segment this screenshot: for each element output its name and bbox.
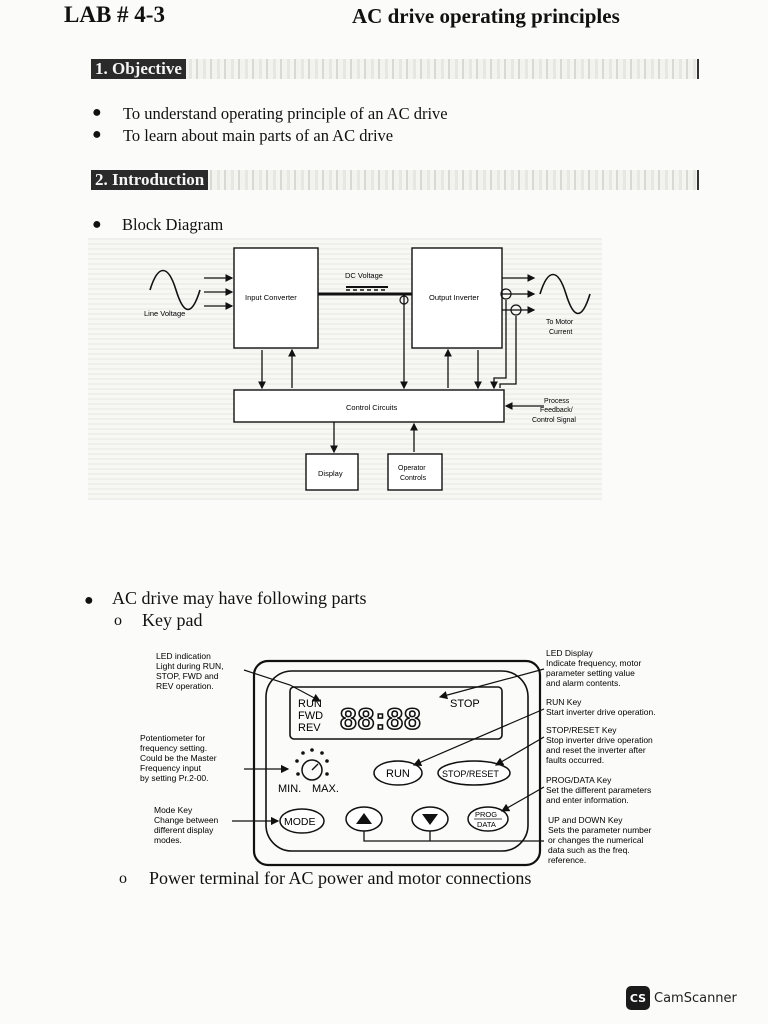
parts-intro: AC drive may have following parts — [112, 588, 367, 608]
mode-key-line-2: Change between — [154, 815, 219, 825]
line-voltage-label: Line Voltage — [144, 309, 186, 318]
run-key-line-1: RUN Key — [546, 697, 582, 707]
input-converter-label: Input Converter — [245, 293, 297, 302]
prog-key-line-2: Set the different parameters — [546, 785, 652, 795]
block-diagram-svg — [88, 238, 602, 500]
stop-key-line-3: and reset the inverter after — [546, 745, 646, 755]
updown-line-1: UP and DOWN Key — [548, 815, 623, 825]
keypad-svg — [140, 645, 685, 867]
objective-item-2: To learn about main parts of an AC drive — [123, 126, 394, 145]
bullet-icon: ● — [92, 126, 102, 143]
control-circuits-label: Control Circuits — [346, 403, 398, 412]
led-indication-line-3: STOP, FWD and — [156, 671, 219, 681]
dc-voltage-label: DC Voltage — [345, 271, 383, 280]
controls-label: Controls — [400, 475, 427, 482]
updown-line-2: Sets the parameter number — [548, 825, 652, 835]
updown-line-3: or changes the numerical — [548, 835, 644, 845]
mode-key-line-1: Mode Key — [154, 805, 193, 815]
page-title: AC drive operating principles — [352, 4, 620, 28]
led-display-line-3: parameter setting value — [546, 668, 635, 678]
prog-label: PROG — [475, 810, 498, 819]
block-diagram — [88, 238, 602, 500]
max-label: MAX. — [312, 783, 339, 795]
stop-key-line-1: STOP/RESET Key — [546, 725, 617, 735]
keypad-label: Key pad — [142, 610, 203, 630]
led-display-line-4: and alarm contents. — [546, 678, 621, 688]
mode-key-line-4: modes. — [154, 835, 182, 845]
prog-key-line-1: PROG/DATA Key — [546, 775, 612, 785]
seven-segment-digits: 88:88 — [340, 703, 422, 736]
status-rev: REV — [298, 722, 321, 734]
led-display-line-1: LED Display — [546, 648, 593, 658]
stop-reset-button[interactable] — [438, 761, 510, 785]
camscanner-watermark — [626, 986, 737, 1010]
current-label: Current — [549, 329, 573, 336]
introduction-section-bar — [91, 170, 699, 190]
process-label: Process — [544, 398, 570, 405]
stop-reset-button-label: STOP/RESET — [442, 769, 499, 779]
to-motor-label: To Motor — [546, 319, 574, 326]
stop-key-line-4: faults occurred. — [546, 755, 605, 765]
objective-section-bar — [91, 59, 699, 79]
camscanner-logo-icon: CS — [626, 986, 650, 1010]
display-label: Display — [318, 469, 343, 478]
introduction-heading: 2. Introduction — [91, 170, 208, 190]
stop-key-line-2: Stop inverter drive operation — [546, 735, 653, 745]
potentiometer-line-2: frequency setting. — [140, 743, 208, 753]
bullet-icon: ● — [92, 216, 102, 233]
camscanner-text: CamScanner — [654, 990, 737, 1006]
sub-bullet-icon: o — [114, 612, 122, 629]
run-key-note — [546, 697, 656, 717]
mode-key-line-3: different display — [154, 825, 214, 835]
line-voltage-sine-icon — [150, 271, 200, 310]
prog-key-line-3: and enter information. — [546, 795, 629, 805]
sub-bullet-icon: o — [119, 870, 127, 887]
motor-sine-icon — [540, 275, 590, 314]
keypad-diagram — [140, 645, 685, 867]
mode-button[interactable] — [280, 809, 324, 833]
potentiometer-line-5: by setting Pr.2-00. — [140, 773, 209, 783]
bullet-icon: ● — [92, 104, 102, 121]
bullet-icon: ● — [84, 592, 94, 609]
led-indication-note — [156, 651, 224, 691]
block-diagram-label: Block Diagram — [122, 215, 224, 234]
potentiometer-line-4: Frequency input — [140, 763, 201, 773]
led-display-note — [546, 648, 641, 688]
operator-label: Operator — [398, 465, 426, 472]
mode-button-label: MODE — [284, 816, 316, 828]
status-stop: STOP — [450, 698, 480, 710]
potentiometer-note — [140, 733, 217, 783]
status-run: RUN — [298, 698, 322, 710]
min-label: MIN. — [278, 783, 302, 795]
operator-controls-block — [388, 454, 442, 490]
updown-line-5: reference. — [548, 855, 587, 865]
led-indication-line-1: LED indication — [156, 651, 211, 661]
status-fwd: FWD — [298, 710, 324, 722]
led-display-line-2: Indicate frequency, motor — [546, 658, 642, 668]
updown-line-4: data such as the freq. — [548, 845, 630, 855]
lab-number: LAB # 4-3 — [64, 2, 165, 27]
objective-heading: 1. Objective — [91, 59, 186, 79]
prog-data-key-note — [546, 775, 651, 805]
objective-item-1: To understand operating principle of an AC drive — [123, 104, 448, 123]
led-indication-line-4: REV operation. — [156, 681, 214, 691]
stop-reset-key-note — [546, 725, 653, 765]
mode-key-note — [154, 805, 219, 845]
led-indication-line-2: Light during RUN, — [156, 661, 224, 671]
up-down-key-note — [548, 815, 652, 865]
potentiometer-line-3: Could be the Master — [140, 753, 217, 763]
potentiometer-line-1: Potentiometer for — [140, 733, 206, 743]
control-signal-label: Control Signal — [532, 417, 576, 424]
run-button-label: RUN — [386, 768, 410, 780]
down-button[interactable] — [412, 807, 448, 831]
output-inverter-label: Output Inverter — [429, 293, 480, 302]
feedback-label: Feedback/ — [540, 407, 573, 414]
run-key-line-2: Start inverter drive operation. — [546, 707, 656, 717]
power-terminal-item: Power terminal for AC power and motor connections — [149, 868, 532, 888]
up-button[interactable] — [346, 807, 382, 831]
data-label: DATA — [477, 820, 496, 829]
